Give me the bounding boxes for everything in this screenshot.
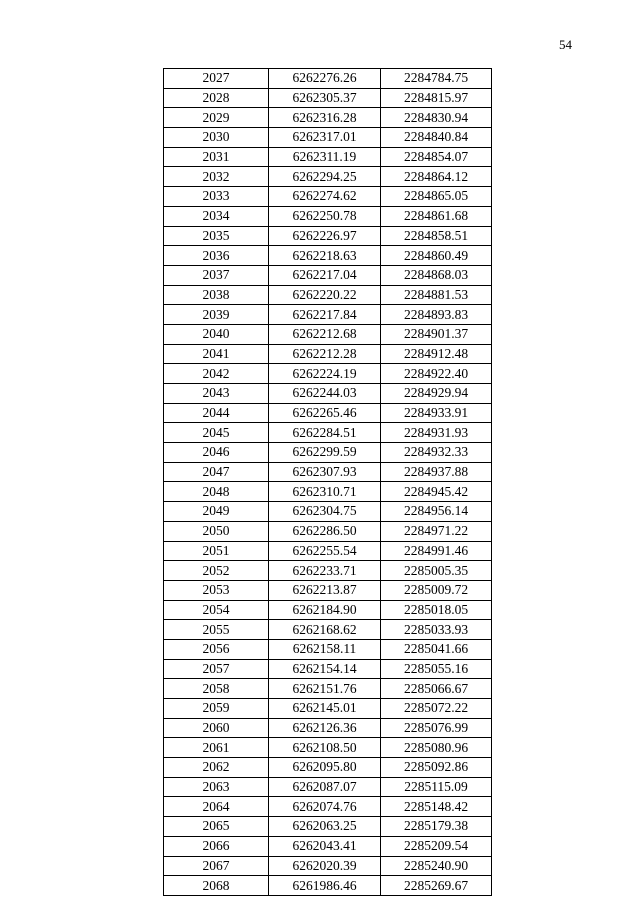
x-coordinate-cell: 6262244.03: [269, 384, 381, 404]
point-number-cell: 2033: [164, 187, 269, 207]
point-number-cell: 2048: [164, 482, 269, 502]
y-coordinate-cell: 2285005.35: [381, 561, 492, 581]
x-coordinate-cell: 6262316.28: [269, 108, 381, 128]
y-coordinate-cell: 2284931.93: [381, 423, 492, 443]
table-row: [164, 187, 492, 207]
point-number-cell: 2065: [164, 817, 269, 837]
x-coordinate-cell: 6262108.50: [269, 738, 381, 758]
x-coordinate-cell: 6262224.19: [269, 364, 381, 384]
point-number-cell: 2046: [164, 443, 269, 463]
y-coordinate-cell: 2284815.97: [381, 88, 492, 108]
table-row: [164, 758, 492, 778]
x-coordinate-cell: 6262220.22: [269, 285, 381, 305]
x-coordinate-cell: 6262184.90: [269, 600, 381, 620]
point-number-cell: 2038: [164, 285, 269, 305]
table-row: [164, 600, 492, 620]
table-row: [164, 876, 492, 896]
y-coordinate-cell: 2285269.67: [381, 876, 492, 896]
point-number-cell: 2054: [164, 600, 269, 620]
y-coordinate-cell: 2285115.09: [381, 777, 492, 797]
y-coordinate-cell: 2284901.37: [381, 324, 492, 344]
y-coordinate-cell: 2285240.90: [381, 856, 492, 876]
x-coordinate-cell: 6262284.51: [269, 423, 381, 443]
table-row: [164, 856, 492, 876]
point-number-cell: 2052: [164, 561, 269, 581]
x-coordinate-cell: 6262233.71: [269, 561, 381, 581]
table-row: [164, 580, 492, 600]
point-number-cell: 2029: [164, 108, 269, 128]
x-coordinate-cell: 6262074.76: [269, 797, 381, 817]
y-coordinate-cell: 2284840.84: [381, 128, 492, 148]
y-coordinate-cell: 2284861.68: [381, 206, 492, 226]
table-row: [164, 305, 492, 325]
y-coordinate-cell: 2284929.94: [381, 384, 492, 404]
y-coordinate-cell: 2284937.88: [381, 462, 492, 482]
coordinate-table: [163, 68, 492, 896]
table-row: [164, 69, 492, 89]
y-coordinate-cell: 2284860.49: [381, 246, 492, 266]
table-row: [164, 620, 492, 640]
table-row: [164, 364, 492, 384]
point-number-cell: 2040: [164, 324, 269, 344]
y-coordinate-cell: 2285018.05: [381, 600, 492, 620]
y-coordinate-cell: 2284971.22: [381, 521, 492, 541]
x-coordinate-cell: 6262317.01: [269, 128, 381, 148]
table-row: [164, 541, 492, 561]
point-number-cell: 2039: [164, 305, 269, 325]
y-coordinate-cell: 2284858.51: [381, 226, 492, 246]
table-row: [164, 324, 492, 344]
table-row: [164, 699, 492, 719]
y-coordinate-cell: 2284864.12: [381, 167, 492, 187]
y-coordinate-cell: 2285066.67: [381, 679, 492, 699]
table-row: [164, 561, 492, 581]
x-coordinate-cell: 6262276.26: [269, 69, 381, 89]
y-coordinate-cell: 2284881.53: [381, 285, 492, 305]
x-coordinate-cell: 6262151.76: [269, 679, 381, 699]
table-row: [164, 777, 492, 797]
y-coordinate-cell: 2285209.54: [381, 836, 492, 856]
y-coordinate-cell: 2285033.93: [381, 620, 492, 640]
point-number-cell: 2045: [164, 423, 269, 443]
point-number-cell: 2044: [164, 403, 269, 423]
x-coordinate-cell: 6262305.37: [269, 88, 381, 108]
table-row: [164, 521, 492, 541]
point-number-cell: 2043: [164, 384, 269, 404]
y-coordinate-cell: 2285041.66: [381, 639, 492, 659]
y-coordinate-cell: 2285009.72: [381, 580, 492, 600]
point-number-cell: 2058: [164, 679, 269, 699]
table-row: [164, 147, 492, 167]
table-row: [164, 384, 492, 404]
y-coordinate-cell: 2284893.83: [381, 305, 492, 325]
y-coordinate-cell: 2285055.16: [381, 659, 492, 679]
table-row: [164, 502, 492, 522]
table-row: [164, 462, 492, 482]
point-number-cell: 2050: [164, 521, 269, 541]
point-number-cell: 2035: [164, 226, 269, 246]
table-row: [164, 482, 492, 502]
x-coordinate-cell: 6262274.62: [269, 187, 381, 207]
point-number-cell: 2042: [164, 364, 269, 384]
table-row: [164, 679, 492, 699]
y-coordinate-cell: 2285076.99: [381, 718, 492, 738]
table-row: [164, 167, 492, 187]
y-coordinate-cell: 2284784.75: [381, 69, 492, 89]
point-number-cell: 2068: [164, 876, 269, 896]
y-coordinate-cell: 2284922.40: [381, 364, 492, 384]
x-coordinate-cell: 6262307.93: [269, 462, 381, 482]
point-number-cell: 2037: [164, 265, 269, 285]
x-coordinate-cell: 6262158.11: [269, 639, 381, 659]
point-number-cell: 2066: [164, 836, 269, 856]
point-number-cell: 2061: [164, 738, 269, 758]
y-coordinate-cell: 2284933.91: [381, 403, 492, 423]
x-coordinate-cell: 6262063.25: [269, 817, 381, 837]
y-coordinate-cell: 2284956.14: [381, 502, 492, 522]
point-number-cell: 2060: [164, 718, 269, 738]
x-coordinate-cell: 6262218.63: [269, 246, 381, 266]
y-coordinate-cell: 2284868.03: [381, 265, 492, 285]
point-number-cell: 2030: [164, 128, 269, 148]
y-coordinate-cell: 2284991.46: [381, 541, 492, 561]
x-coordinate-cell: 6262145.01: [269, 699, 381, 719]
x-coordinate-cell: 6262294.25: [269, 167, 381, 187]
point-number-cell: 2034: [164, 206, 269, 226]
point-number-cell: 2047: [164, 462, 269, 482]
y-coordinate-cell: 2284854.07: [381, 147, 492, 167]
x-coordinate-cell: 6262265.46: [269, 403, 381, 423]
point-number-cell: 2059: [164, 699, 269, 719]
y-coordinate-cell: 2284932.33: [381, 443, 492, 463]
point-number-cell: 2056: [164, 639, 269, 659]
point-number-cell: 2041: [164, 344, 269, 364]
table-row: [164, 246, 492, 266]
point-number-cell: 2053: [164, 580, 269, 600]
table-row: [164, 639, 492, 659]
point-number-cell: 2057: [164, 659, 269, 679]
y-coordinate-cell: 2285092.86: [381, 758, 492, 778]
x-coordinate-cell: 6261986.46: [269, 876, 381, 896]
x-coordinate-cell: 6262255.54: [269, 541, 381, 561]
point-number-cell: 2032: [164, 167, 269, 187]
table-row: [164, 817, 492, 837]
y-coordinate-cell: 2285148.42: [381, 797, 492, 817]
table-row: [164, 738, 492, 758]
x-coordinate-cell: 6262217.84: [269, 305, 381, 325]
point-number-cell: 2031: [164, 147, 269, 167]
y-coordinate-cell: 2284945.42: [381, 482, 492, 502]
table-row: [164, 344, 492, 364]
table-row: [164, 128, 492, 148]
x-coordinate-cell: 6262168.62: [269, 620, 381, 640]
point-number-cell: 2064: [164, 797, 269, 817]
x-coordinate-cell: 6262250.78: [269, 206, 381, 226]
y-coordinate-cell: 2284830.94: [381, 108, 492, 128]
table-row: [164, 659, 492, 679]
x-coordinate-cell: 6262217.04: [269, 265, 381, 285]
point-number-cell: 2028: [164, 88, 269, 108]
x-coordinate-cell: 6262212.68: [269, 324, 381, 344]
table-row: [164, 797, 492, 817]
x-coordinate-cell: 6262310.71: [269, 482, 381, 502]
table-row: [164, 443, 492, 463]
y-coordinate-cell: 2285080.96: [381, 738, 492, 758]
x-coordinate-cell: 6262286.50: [269, 521, 381, 541]
point-number-cell: 2027: [164, 69, 269, 89]
point-number-cell: 2051: [164, 541, 269, 561]
x-coordinate-cell: 6262304.75: [269, 502, 381, 522]
x-coordinate-cell: 6262126.36: [269, 718, 381, 738]
point-number-cell: 2049: [164, 502, 269, 522]
y-coordinate-cell: 2284865.05: [381, 187, 492, 207]
table-row: [164, 206, 492, 226]
y-coordinate-cell: 2284912.48: [381, 344, 492, 364]
y-coordinate-cell: 2285072.22: [381, 699, 492, 719]
table-row: [164, 226, 492, 246]
table-row: [164, 836, 492, 856]
x-coordinate-cell: 6262299.59: [269, 443, 381, 463]
coordinate-table-body: [164, 69, 492, 896]
table-row: [164, 285, 492, 305]
x-coordinate-cell: 6262020.39: [269, 856, 381, 876]
point-number-cell: 2063: [164, 777, 269, 797]
point-number-cell: 2055: [164, 620, 269, 640]
table-row: [164, 265, 492, 285]
point-number-cell: 2062: [164, 758, 269, 778]
table-row: [164, 403, 492, 423]
x-coordinate-cell: 6262087.07: [269, 777, 381, 797]
x-coordinate-cell: 6262213.87: [269, 580, 381, 600]
x-coordinate-cell: 6262226.97: [269, 226, 381, 246]
x-coordinate-cell: 6262095.80: [269, 758, 381, 778]
table-row: [164, 88, 492, 108]
y-coordinate-cell: 2285179.38: [381, 817, 492, 837]
x-coordinate-cell: 6262154.14: [269, 659, 381, 679]
page-number: 54: [559, 37, 572, 52]
x-coordinate-cell: 6262311.19: [269, 147, 381, 167]
table-row: [164, 108, 492, 128]
x-coordinate-cell: 6262043.41: [269, 836, 381, 856]
point-number-cell: 2036: [164, 246, 269, 266]
point-number-cell: 2067: [164, 856, 269, 876]
table-row: [164, 423, 492, 443]
table-row: [164, 718, 492, 738]
x-coordinate-cell: 6262212.28: [269, 344, 381, 364]
